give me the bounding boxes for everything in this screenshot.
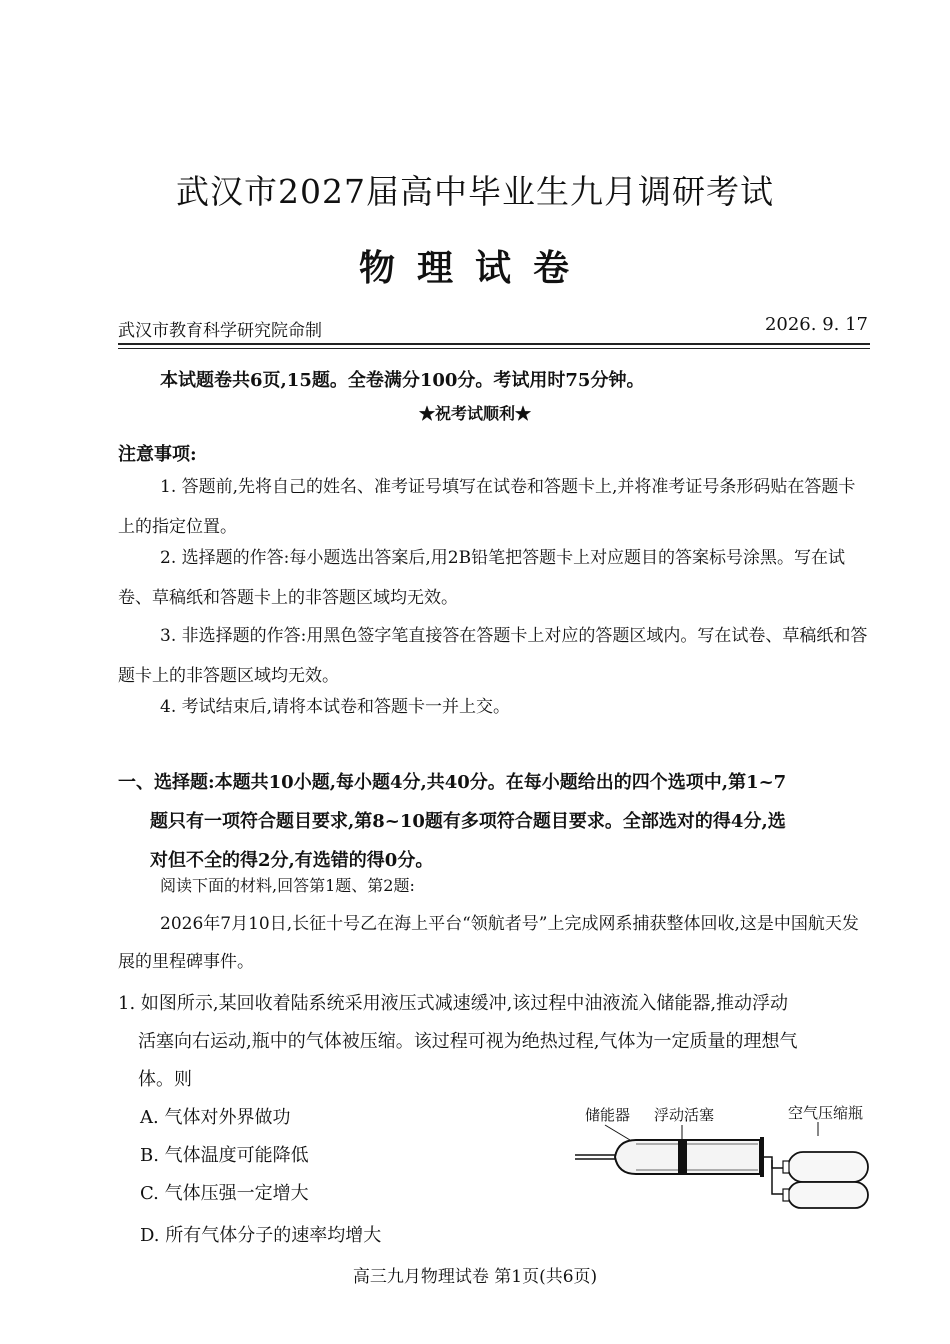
option-a: A. 气体对外界做功 (140, 1107, 291, 1128)
question-line: 体。则 (138, 1069, 192, 1090)
page-footer: 高三九月物理试卷 第1页(共6页) (352, 1267, 598, 1287)
good-luck-line: ★祝考试顺利★ (418, 404, 531, 423)
option-d: D. 所有气体分子的速率均增大 (140, 1225, 382, 1246)
notice-heading: 注意事项: (118, 444, 197, 465)
option-b: B. 气体温度可能降低 (140, 1145, 309, 1166)
issuer: 武汉市教育科学研究院命制 (118, 321, 322, 341)
exam-subject: 物理试卷 (358, 247, 591, 289)
exam-intro: 本试题卷共6页,15题。全卷满分100分。考试用时75分钟。 (160, 370, 645, 391)
reading-passage: 2026年7月10日,长征十号乙在海上平台“领航者号”上完成网系捕获整体回收,这是中国航天发展的里程碑事件。 (118, 914, 859, 972)
section-line: 一、选择题:本题共10小题,每小题4分,共40分。在每小题给出的四个选项中,第1~7 (118, 772, 787, 793)
header-divider (118, 343, 870, 345)
reading-prompt: 阅读下面的材料,回答第1题、第2题: (160, 876, 415, 895)
label-accumulator: 储能器 (585, 1107, 631, 1124)
section-line: 题只有一项符合题目要求,第8~10题有多项符合题目要求。全部选对的得4分,选 (150, 811, 786, 832)
notice-item: 3. 非选择题的作答:用黑色签字笔直接答在答题卡上对应的答题区域内。写在试卷、草稿纸和答题卡上的非答题区域均无效。 (118, 626, 868, 686)
label-bottle: 空气压缩瓶 (788, 1105, 864, 1122)
section-heading (118, 763, 870, 880)
question-1-stem (118, 985, 870, 1099)
notice-item: 4. 考试结束后,请将本试卷和答题卡一并上交。 (160, 697, 511, 717)
hydraulic-system-figure (570, 1098, 875, 1210)
label-piston: 浮动活塞 (654, 1107, 715, 1124)
exam-title: 武汉市2027届高中毕业生九月调研考试 (176, 172, 774, 211)
option-c: C. 气体压强一定增大 (140, 1183, 309, 1204)
header-divider-thin (118, 348, 870, 349)
exam-date: 2026. 9. 17 (764, 314, 868, 335)
notice-item: 2. 选择题的作答:每小题选出答案后,用2B铅笔把答题卡上对应题目的答案标号涂黑。写在试卷、草稿纸和答题卡上的非答题区域均无效。 (118, 548, 846, 608)
question-line: 1. 如图所示,某回收着陆系统采用液压式减速缓冲,该过程中油液流入储能器,推动浮动 (118, 993, 789, 1014)
section-line: 对但不全的得2分,有选错的得0分。 (150, 850, 434, 871)
question-line: 活塞向右运动,瓶中的气体被压缩。该过程可视为绝热过程,气体为一定质量的理想气 (138, 1031, 798, 1052)
notice-item: 1. 答题前,先将自己的姓名、准考证号填写在试卷和答题卡上,并将准考证号条形码贴在答题卡上的指定位置。 (118, 477, 856, 537)
